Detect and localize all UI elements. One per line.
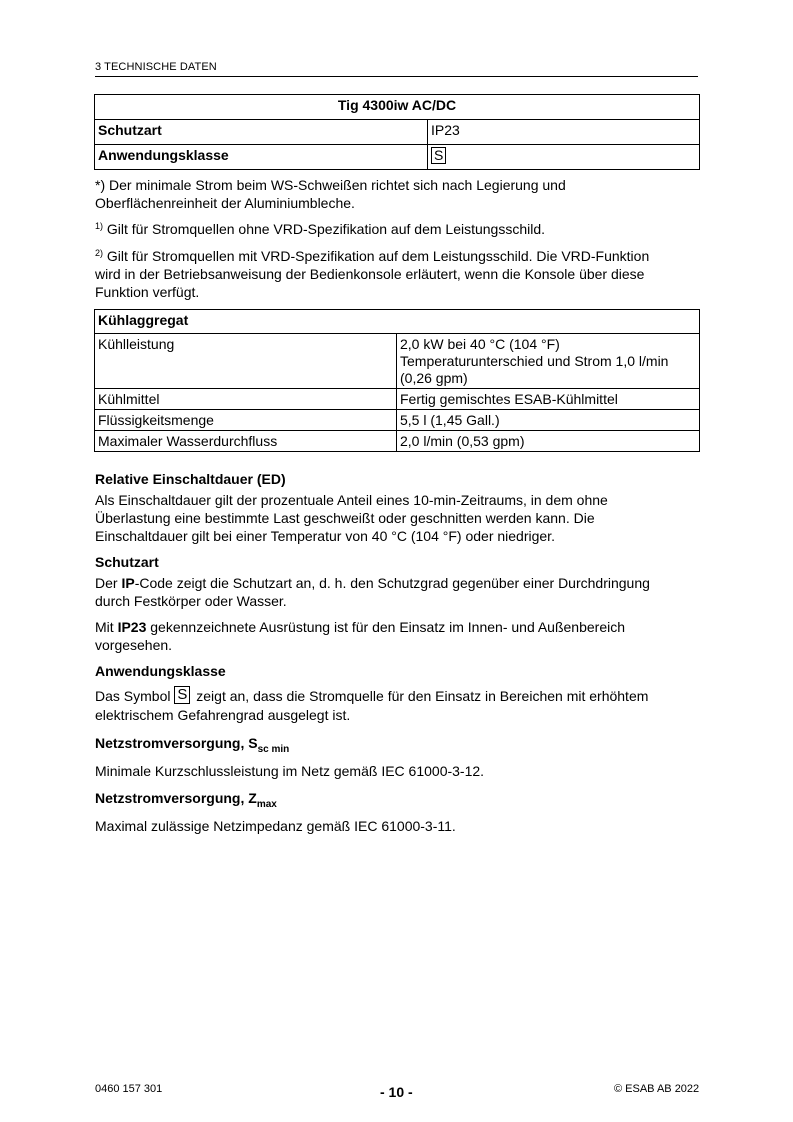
footnote-2 [95, 247, 700, 301]
value-line: 2,0 kW bei 40 °C (104 °F) [400, 336, 560, 352]
section-heading-ed: Relative Einschaltdauer (ED) [95, 471, 286, 487]
section-text-ip-code [95, 574, 700, 610]
section-text-ssc: Minimale Kurzschlussleistung im Netz gemäß IEC 61000-3-12. [95, 763, 485, 779]
copyright: © ESAB AB 2022 [614, 1083, 700, 1095]
table-cell-label: Schutzart [95, 120, 428, 145]
table-cell-value [428, 145, 700, 170]
table-row [95, 334, 700, 389]
table-cell-value: 5,5 l (1,45 Gall.) [397, 410, 700, 431]
note-line: wird in der Betriebsanweisung der Bedienkonsole erläutert, wenn die Konsole über diese [95, 266, 645, 282]
table-title: Kühlaggregat [95, 310, 700, 334]
spec-table-tig [94, 94, 700, 170]
text-line: Überlastung eine bestimmte Last geschweißt oder geschnitten werden kann. Die [95, 510, 595, 526]
section-text-zmax: Maximal zulässige Netzimpedanz gemäß IEC 61000-3-11. [95, 818, 456, 834]
text-segment: Der [95, 575, 122, 591]
section-text-ip23 [95, 618, 700, 654]
section-heading-zmax [95, 789, 700, 810]
subscript: max [256, 799, 277, 810]
table-row [95, 95, 700, 120]
text-segment: gekennzeichnete Ausrüstung ist für den Einsatz im Innen- und Außenbereich [146, 619, 626, 635]
text-line: Einschaltdauer gilt bei einer Temperatur von 40 °C (104 °F) oder niedriger. [95, 528, 555, 544]
text-segment: Das Symbol [95, 688, 175, 704]
section-text-ed [95, 491, 700, 545]
document-number: 0460 157 301 [95, 1083, 163, 1095]
text-line: elektrischem Gefahrengrad ausgelegt ist. [95, 707, 351, 723]
note-line: Oberflächenreinheit der Aluminiumbleche. [95, 195, 355, 211]
s-symbol-icon: S [174, 686, 190, 704]
spec-table-cooling [94, 309, 700, 452]
ip-bold: IP [121, 575, 135, 591]
value-line: Temperaturunterschied und Strom 1,0 l/min [400, 353, 669, 369]
table-row [95, 410, 700, 431]
table-cell-label: Anwendungsklasse [95, 145, 428, 170]
page-number: - 10 - [380, 1084, 413, 1100]
s-symbol-icon: S [431, 147, 446, 164]
table-row [95, 389, 700, 410]
section-heading-ssc [95, 734, 700, 755]
note-line: Gilt für Stromquellen mit VRD-Spezifikation auf dem Leistungsschild. Die VRD-Funktion [106, 248, 650, 264]
table-row [95, 145, 700, 170]
heading-text: Netzstromversorgung, Z [95, 790, 257, 806]
note-line: Funktion verfügt. [95, 284, 200, 300]
table-cell-value: Fertig gemischtes ESAB-Kühlmittel [397, 389, 700, 410]
section-header: 3 TECHNISCHE DATEN [95, 61, 217, 73]
heading-text: Netzstromversorgung, S [95, 735, 258, 751]
text-segment: zeigt an, dass die Stromquelle für den Einsatz in Bereichen mit erhöhtem [192, 688, 649, 704]
section-heading-schutzart: Schutzart [95, 554, 159, 570]
section-text-anwendungsklasse [95, 687, 700, 724]
table-row [95, 120, 700, 145]
table-cell-value: 2,0 l/min (0,53 gpm) [397, 431, 700, 452]
table-cell-value [397, 334, 700, 389]
section-heading-anwendungsklasse: Anwendungsklasse [95, 663, 226, 679]
footnote-1 [95, 220, 700, 238]
table-cell-label: Maximaler Wasserdurchfluss [95, 431, 397, 452]
footnote-marker: 2) [95, 248, 104, 258]
subscript: sc min [257, 744, 290, 755]
text-segment: Mit [95, 619, 118, 635]
footnote-ac-current [95, 176, 700, 212]
note-line: Gilt für Stromquellen ohne VRD-Spezifikation auf dem Leistungsschild. [106, 221, 546, 237]
footnote-marker: 1) [95, 221, 104, 231]
text-line: durch Festkörper oder Wasser. [95, 593, 287, 609]
note-line: *) Der minimale Strom beim WS-Schweißen richtet sich nach Legierung und [95, 177, 566, 193]
table-cell-label: Kühlmittel [95, 389, 397, 410]
text-line: vorgesehen. [95, 637, 173, 653]
table-row [95, 310, 700, 334]
value-line: (0,26 gpm) [400, 370, 468, 386]
text-segment: -Code zeigt die Schutzart an, d. h. den Schutzgrad gegenüber einer Durchdringung [134, 575, 650, 591]
text-line: Als Einschaltdauer gilt der prozentuale Anteil eines 10-min-Zeitraums, in dem ohne [95, 492, 608, 508]
table-cell-value: IP23 [428, 120, 700, 145]
table-title: Tig 4300iw AC/DC [95, 95, 700, 120]
table-cell-label: Kühlleistung [95, 334, 397, 389]
header-divider [95, 76, 698, 77]
table-cell-label: Flüssigkeitsmenge [95, 410, 397, 431]
table-row [95, 431, 700, 452]
ip23-bold: IP23 [117, 619, 147, 635]
